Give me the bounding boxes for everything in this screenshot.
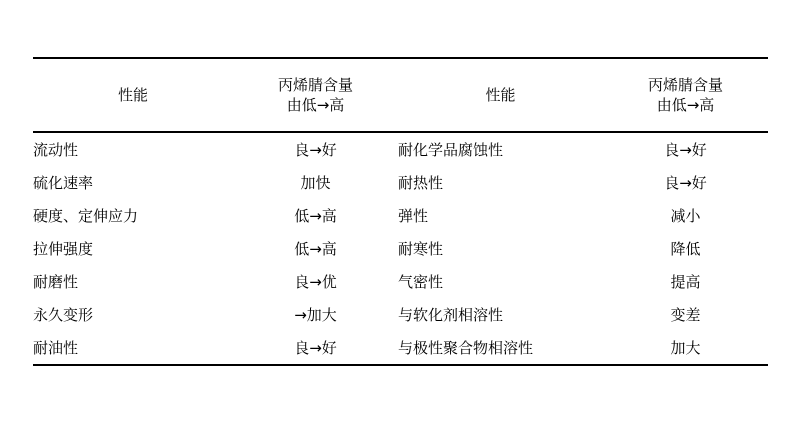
cell-value-right: 提高 [670, 273, 701, 291]
cell-value-left: 低→高 [294, 240, 337, 258]
table-row [33, 298, 768, 331]
cell-value-left: →加大 [294, 306, 337, 324]
cell-value-left: 良→优 [294, 273, 337, 291]
cell-property-right: 弹性 [398, 207, 429, 225]
cell-property-left: 耐磨性 [33, 273, 79, 291]
cell-property-left: 硬度、定伸应力 [33, 207, 139, 225]
header-cell-acrylonitrile-left [233, 58, 398, 132]
cell-property-right: 耐热性 [398, 174, 444, 192]
cell-property-left: 永久变形 [33, 306, 94, 324]
cell-value-right: 良→好 [664, 174, 707, 192]
header-label-acrylonitrile-right-line2: 由低→高 [656, 96, 715, 114]
header-label-property-right: 性能 [485, 85, 516, 104]
cell-property-left: 硫化速率 [33, 174, 94, 192]
cell-value-right: 降低 [670, 240, 701, 258]
header-cell-acrylonitrile-right [603, 58, 768, 132]
cell-value-right: 变差 [670, 306, 701, 324]
table-header-row [33, 58, 768, 132]
table-row [33, 132, 768, 166]
header-label-acrylonitrile-left-line2: 由低→高 [286, 96, 345, 114]
cell-property-right: 气密性 [398, 273, 444, 291]
cell-property-right: 耐寒性 [398, 240, 444, 258]
table-row [33, 265, 768, 298]
header-cell-property-right [398, 58, 603, 132]
cell-value-left: 加快 [300, 174, 331, 192]
cell-property-right: 与极性聚合物相溶性 [398, 339, 534, 357]
cell-value-right: 加大 [670, 339, 701, 357]
properties-table-container [33, 57, 768, 366]
cell-value-left: 良→好 [294, 339, 337, 357]
cell-property-left: 流动性 [33, 141, 79, 159]
header-label-acrylonitrile-right-line1: 丙烯腈含量 [647, 75, 723, 94]
cell-property-left: 耐油性 [33, 339, 79, 357]
cell-value-left: 良→好 [294, 141, 337, 159]
properties-table [33, 57, 768, 366]
cell-property-right: 耐化学品腐蚀性 [398, 141, 504, 159]
header-label-property-left: 性能 [117, 85, 148, 104]
cell-property-left: 拉伸强度 [33, 240, 94, 258]
table-row [33, 199, 768, 232]
table-row [33, 331, 768, 365]
table-row [33, 166, 768, 199]
cell-value-left: 低→高 [294, 207, 337, 225]
header-cell-property-left [33, 58, 233, 132]
cell-value-right: 减小 [670, 207, 701, 225]
cell-property-right: 与软化剂相溶性 [398, 306, 504, 324]
table-row [33, 232, 768, 265]
cell-value-right: 良→好 [664, 141, 707, 159]
header-label-acrylonitrile-left-line1: 丙烯腈含量 [277, 75, 353, 94]
